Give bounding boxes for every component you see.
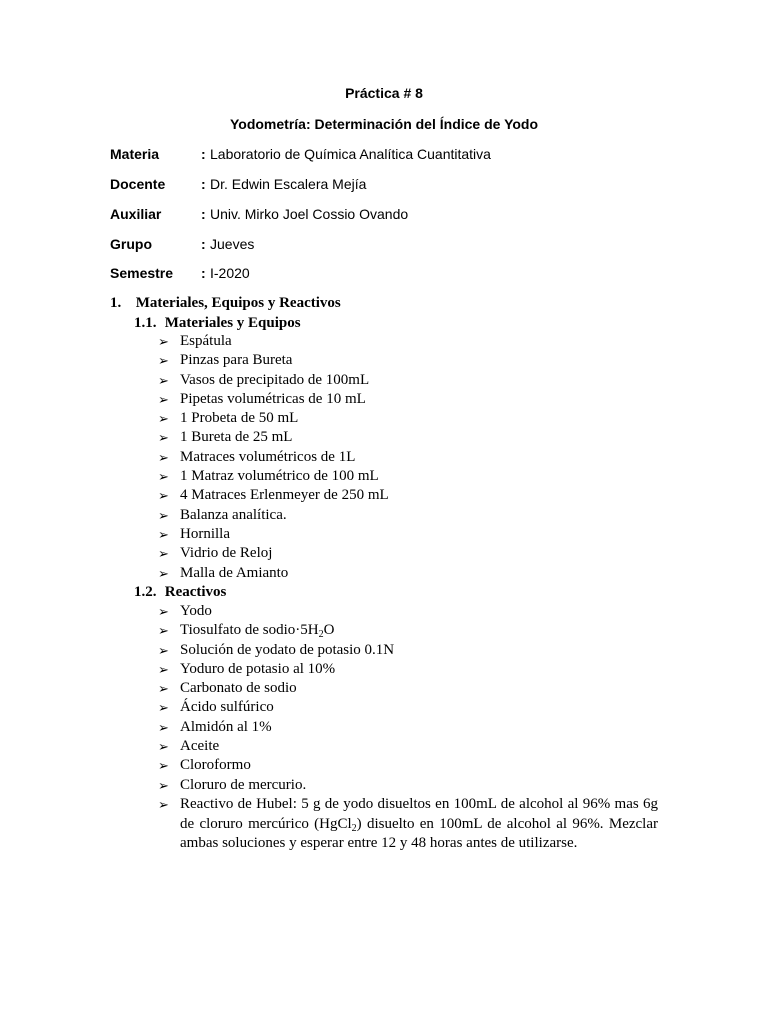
list-item: ➢ Pipetas volumétricas de 10 mL — [158, 390, 658, 409]
meta-label: Grupo — [110, 236, 152, 252]
arrow-bullet-icon: ➢ — [158, 565, 169, 581]
list-item: ➢ Malla de Amianto — [158, 564, 658, 583]
arrow-bullet-icon: ➢ — [158, 469, 169, 485]
list-item: ➢ 1 Matraz volumétrico de 100 mL — [158, 467, 658, 486]
arrow-bullet-icon: ➢ — [158, 430, 169, 446]
hubel-reagent-paragraph: ➢ Reactivo de Hubel: 5 g de yodo disueltos en 100mL de alcohol al 96% mas 6g de cloruro mercúrico (HgCl$_2$) disuelto en 100mL de alcohol al 96%. Mezclar ambas soluciones y esperar entre 12 y 48 horas antes de utilizarse. — [158, 796, 658, 851]
arrow-bullet-icon: ➢ — [158, 758, 169, 774]
list-item: ➢ Aceite — [158, 737, 658, 756]
arrow-bullet-icon: ➢ — [158, 372, 169, 388]
meta-colon: : — [201, 176, 206, 192]
arrow-bullet-icon: ➢ — [158, 411, 169, 427]
arrow-bullet-icon: ➢ — [158, 449, 169, 465]
list-item: ➢ Almidón al 1% — [158, 718, 658, 737]
subscript: 2 — [351, 822, 357, 834]
document-title: Yodometría: Determinación del Índice de Yodo — [229, 116, 539, 132]
arrow-bullet-icon: ➢ — [158, 353, 169, 369]
subsection-title: Reactivos — [164, 584, 227, 600]
arrow-bullet-icon: ➢ — [158, 526, 169, 542]
list-item: ➢ Solución de yodato de potasio 0.1N — [158, 641, 658, 660]
list-item: ➢ Pinzas para Bureta — [158, 351, 658, 370]
section-title: Materiales, Equipos y Reactivos — [135, 295, 341, 311]
section-number: 1. — [110, 295, 122, 311]
arrow-bullet-icon: ➢ — [158, 391, 169, 407]
meta-label: Semestre — [110, 265, 174, 281]
arrow-bullet-icon: ➢ — [158, 642, 169, 658]
arrow-bullet-icon: ➢ — [158, 661, 169, 677]
meta-colon: : — [201, 265, 206, 281]
meta-label: Auxiliar — [110, 206, 162, 222]
list-item: ➢ Vasos de precipitado de 100mL — [158, 371, 658, 390]
list-item: ➢ Matraces volumétricos de 1L — [158, 448, 658, 467]
meta-label: Materia — [110, 146, 160, 162]
meta-value: Laboratorio de Química Analítica Cuantitativa — [210, 146, 491, 162]
arrow-bullet-icon: ➢ — [158, 604, 169, 619]
list-item: ➢ Espátula — [158, 332, 658, 351]
list-item: ➢ Yodo — [158, 602, 658, 621]
list-item: ➢ Tiosulfato de $sodio\cdot 5H_2O$ — [158, 622, 335, 641]
arrow-bullet-icon: ➢ — [158, 681, 169, 697]
meta-value: I-2020 — [210, 265, 250, 281]
subsection-number: 1.2. — [134, 584, 157, 600]
arrow-bullet-icon: ➢ — [158, 546, 169, 562]
reagents-list — [158, 602, 658, 795]
list-item: ➢ 1 Probeta de 50 mL — [158, 409, 658, 428]
subsection-title: Materiales y Equipos — [164, 315, 301, 331]
list-item: ➢ Vidrio de Reloj — [158, 544, 658, 563]
arrow-bullet-icon: ➢ — [158, 623, 169, 639]
meta-colon: : — [201, 236, 206, 252]
arrow-bullet-icon: ➢ — [158, 334, 169, 349]
list-item: ➢ Balanza analítica. — [158, 506, 658, 525]
materials-list — [158, 332, 658, 583]
subsection-number: 1.1. — [134, 315, 157, 331]
subsection-heading — [134, 315, 301, 332]
practice-number: Práctica # 8 — [345, 85, 423, 101]
list-item: ➢ Carbonato de sodio — [158, 679, 658, 698]
arrow-bullet-icon: ➢ — [158, 739, 169, 755]
meta-colon: : — [201, 206, 206, 222]
meta-label: Docente — [110, 176, 166, 192]
subscript: 2 — [318, 629, 324, 641]
arrow-bullet-icon: ➢ — [158, 700, 169, 716]
meta-colon: : — [201, 146, 206, 162]
arrow-bullet-icon: ➢ — [158, 797, 169, 812]
section-heading — [110, 295, 341, 312]
arrow-bullet-icon: ➢ — [158, 777, 169, 793]
list-item: ➢ Hornilla — [158, 525, 658, 544]
list-item: ➢ Cloroformo — [158, 756, 658, 775]
arrow-bullet-icon: ➢ — [158, 488, 169, 504]
list-item: ➢ Ácido sulfúrico — [158, 698, 658, 717]
arrow-bullet-icon: ➢ — [158, 719, 169, 735]
meta-value: Univ. Mirko Joel Cossio Ovando — [210, 206, 409, 222]
list-item: ➢ 4 Matraces Erlenmeyer de 250 mL — [158, 486, 658, 505]
meta-value: Jueves — [210, 236, 255, 252]
meta-value: Dr. Edwin Escalera Mejía — [210, 176, 367, 192]
arrow-bullet-icon: ➢ — [158, 507, 169, 523]
list-item: ➢ 1 Bureta de 25 mL — [158, 428, 658, 447]
list-item: ➢ Yoduro de potasio al 10% — [158, 660, 658, 679]
subsection-heading — [134, 584, 226, 601]
list-item: ➢ Cloruro de mercurio. — [158, 776, 658, 795]
